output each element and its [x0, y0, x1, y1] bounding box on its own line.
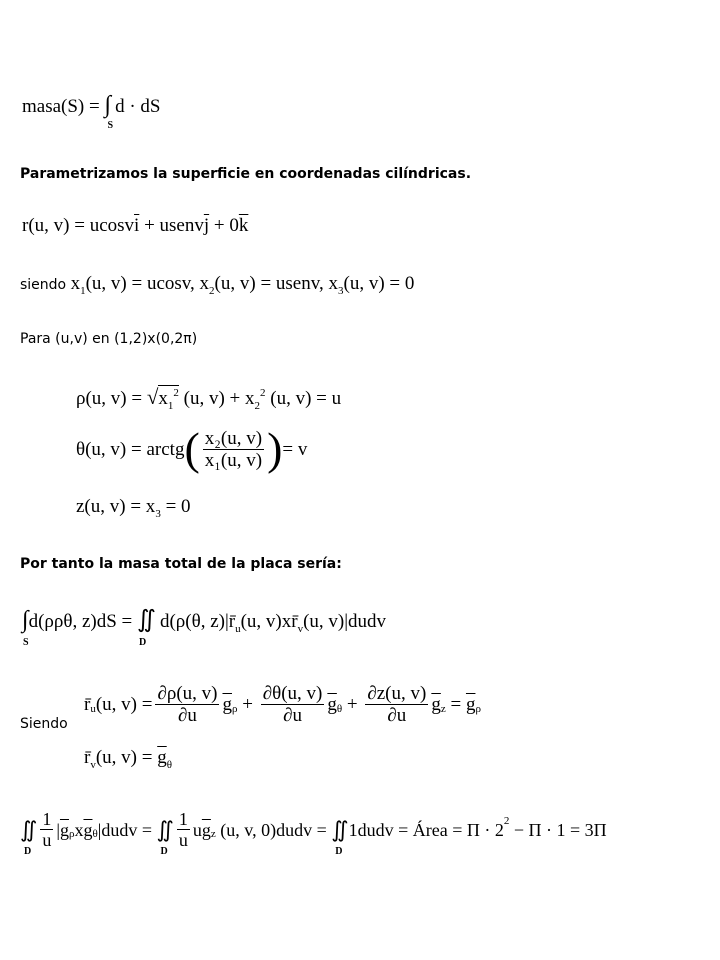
- unit-vector-i: $\overline{i}$: [134, 215, 140, 236]
- ru-partial-equation: r̄ u (u, v) = $\frac{\partial\rho(u, v)}{\partial u}$ $\overline{g}$ ρ + $\frac{\partial\theta(u, v)}{\partial u}$ $\overline{g}$ θ + $\frac{\partial z(u, v)}{\partial u}$ $\overline{g}$ z = $\overline{g}$ ρ: [84, 683, 481, 726]
- z-equation: z(u, $v) = x_3 = 0$: [76, 496, 191, 520]
- siendo-label: siendo: [20, 277, 71, 293]
- unit-vector-k: $\overline{k}$: [238, 215, 249, 236]
- domain-line: Para (u,v) en (1,2)x(0,2π): [20, 331, 198, 347]
- siendo-components: [20, 273, 415, 297]
- final-area-equation: ∬ D $\frac{1}{u}$ | $\overline{g}$ ρ x $\overline{g}$ θ |dudv = ∬ D $\frac{1}{u}$ u $\overline{g}$ z (u, v, 0)dudv = ∬ D 1dudv = Área = Π · 2 2 − Π · 1 = 3Π: [20, 809, 607, 857]
- integral-limit: S: [107, 120, 114, 131]
- r-eq-lhs: r(u, v) = ucosv: [22, 215, 135, 236]
- theta-fraction: $\frac{\text{x₂(u, v)}}{\text{x₁(u, v)}}$: [204, 427, 263, 471]
- integral-sign: ∫ S: [104, 92, 114, 131]
- x-components: $x_1(u$, v) = ucosv, $x_2(u$, v) = usenv, $x_3(u$, v) = 0: [70, 273, 415, 297]
- theta-equation: θ(u, v) = arctg ( $\frac{\text{x₂(u, v)}}{\text{x₁(u, v)}}$ ) = v: [76, 423, 308, 474]
- r-equation: [22, 216, 248, 235]
- mass-lhs: masa(S) =: [22, 96, 105, 117]
- unit-vector-j: $\overline{j}$: [203, 215, 210, 236]
- total-mass-equation: ∫ S d(ρρθ, z)dS = ∬ D d(ρ(θ, $z)|r̄_u(u$, $v)xr̄_v(u$, v)|dudv: [22, 607, 387, 648]
- heading-total-mass: Por tanto la masa total de la placa sería:: [20, 556, 342, 572]
- r-eq-part3: + 0: [209, 215, 239, 236]
- r-eq-part2: + usenv: [139, 215, 204, 236]
- mass-rhs: d · dS: [115, 96, 161, 117]
- rho-equation: ρ(u, $v) = √x_1^2$ (u, $v) + x_2^2$ (u, v) = u: [76, 385, 342, 412]
- mass-definition: [22, 92, 161, 131]
- heading-parametrize: Parametrizamos la superficie en coordenadas cilíndricas.: [20, 166, 472, 182]
- siendo-block-label: Siendo: [20, 716, 68, 732]
- rv-equation: $r̄_v(u$, $v) = \overline{g}_\theta$: [84, 747, 172, 771]
